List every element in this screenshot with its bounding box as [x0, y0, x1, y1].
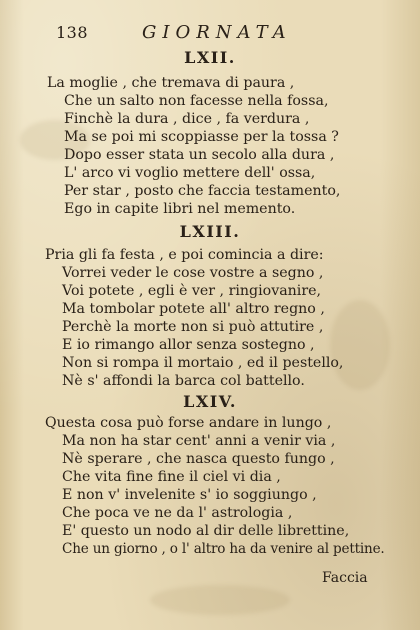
verse-line: Ma se poi mi scoppiasse per la tossa ?	[64, 129, 339, 145]
verse-line: Ego in capite libri nel memento.	[64, 201, 296, 217]
verse-line: Che vita fine fine il ciel vi dia ,	[62, 469, 281, 485]
page-header	[0, 22, 420, 44]
verse-line: Voi potete , egli è ver , ringiovanire,	[62, 283, 322, 299]
verse-line: Ma tombolar potete all' altro regno ,	[62, 301, 325, 317]
verse-line: Finchè la dura , dice , fa verdura ,	[64, 111, 310, 127]
verse-line: Nè s' affondi la barca col battello.	[62, 373, 305, 389]
verse-line: Dopo esser stata un secolo alla dura ,	[64, 147, 335, 163]
page-number: 138	[56, 23, 89, 42]
stanza-numeral: LXIII.	[179, 222, 241, 241]
verse-line: E' questo un nodo al dir delle librettine,	[62, 523, 350, 539]
verse-line: Che poca ve ne da l' astrologia ,	[62, 505, 293, 521]
verse-line: Ma non ha star cent' anni a venir via ,	[62, 433, 336, 449]
verse-line: Per star , posto che faccia testamento,	[64, 183, 341, 199]
paper-stain	[330, 300, 390, 390]
running-head: GIORNATA	[142, 22, 292, 43]
verse-line: Nè sperare , che nasca questo fungo ,	[62, 451, 335, 467]
verse-line: Perchè la morte non si può attutire ,	[62, 319, 324, 335]
verse-line: L' arco vi voglio mettere dell' ossa,	[64, 165, 316, 181]
paper-stain	[150, 585, 290, 615]
verse-line: E io rimango allor senza sostegno ,	[62, 337, 315, 353]
verse-line: Vorrei veder le cose vostre a segno ,	[62, 265, 324, 281]
verse-line: Non si rompa il mortaio , ed il pestello,	[62, 355, 344, 371]
stanza-numeral: LXIV.	[183, 392, 237, 411]
verse-line: Che un giorno , o l' altro ha da venire al pettine.	[62, 541, 385, 557]
catchword: Faccia	[322, 570, 368, 586]
verse-line: Che un salto non facesse nella fossa,	[64, 93, 329, 109]
verse-line: Pria gli fa festa , e poi comincia a dire:	[45, 247, 324, 263]
stanza-numeral: LXII.	[184, 48, 236, 67]
verse-line: Questa cosa può forse andare in lungo ,	[45, 415, 332, 431]
verse-line: La moglie , che tremava di paura ,	[47, 75, 295, 91]
verse-line: E non v' invelenite s' io soggiungo ,	[62, 487, 317, 503]
